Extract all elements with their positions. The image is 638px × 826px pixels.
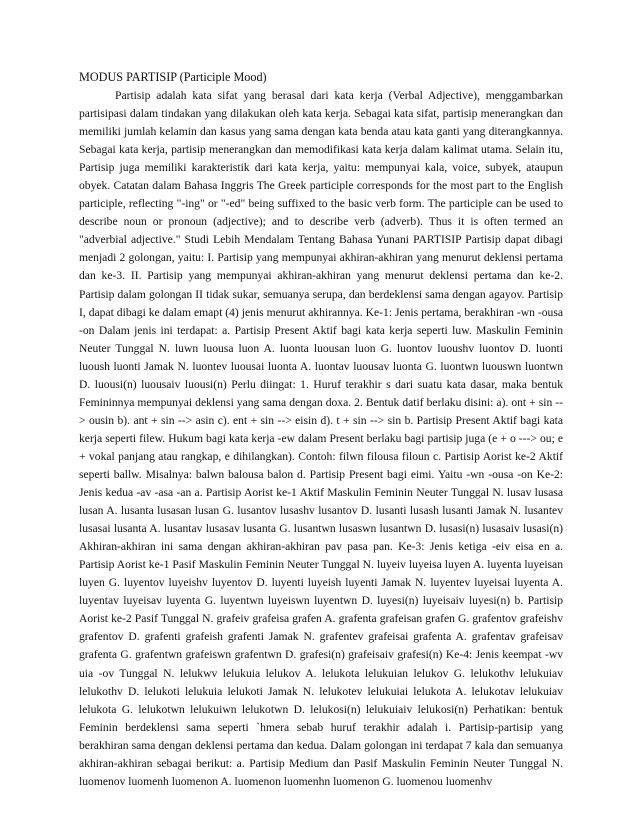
document-title: MODUS PARTISIP (Participle Mood) — [79, 70, 267, 84]
document-page — [79, 68, 563, 791]
document-body-paragraph: Partisip adalah kata sifat yang berasal dari kata kerja (Verbal Adjective), menggambarkan partisipasi dalam tindakan yang dilakukan oleh kata kerja. Sebagai kata sifat, partisip menerangkan dan memiliki jumlah kelamin dan kasus yang sama dengan kata benda atau kata ganti yang diterangkannya. Sebagai kata kerja, partisip menerangkan dan memodifikasi kata kerja dalam kalimat utama. Selain itu, Partisip juga memiliki karakteristik dari kata kerja, yaitu: mempunyai kala, voice, subyek, ataupun obyek. Catatan dalam Bahasa Inggris The Greek participle corresponds for the most part to the English participle, reflecting "-ing" or "-ed" being suffixed to the basic verb form. The participle can be used to describe noun or pronoun (adjective); and to describe verb (adverb). Thus it is often termed an "adverbial adjective." Studi Lebih Mendalam Tentang Bahasa Yunani PARTISIP Partisip dapat dibagi menjadi 2 golongan, yaitu: I. Partisip yang mempunyai akhiran-akhiran yang menurut deklensi pertama dan ke-3. II. Partisip yang mempunyai akhiran-akhiran yang menurut deklensi pertama dan ke-2. Partisip dalam golongan II tidak sukar, semuanya serupa, dan berdeklensi sama dengan agayov. Partisip I, dapat dibagi ke dalam emapt (4) jenis menurut akhirannya. Ke-1: Jenis pertama, berakhiran -wn -ousa -on Dalam jenis ini terdapat: a. Partisip Present Aktif bagi kata kerja seperti luw. Maskulin Feminin Neuter Tunggal N. luwn luousa luon A. luonta luousan luon G. luontov luoushv luontov D. luonti luoush luonti Jamak N. luontev luousai luonta A. luontav luousav luonta G. luontwn luouswn luontwn D. luousi(n) luousaiv luousi(n) Perlu diingat: 1. Huruf terakhir s dari suatu kata dasar, maka bentuk Femininnya mempunyai deklensi yang sama dengan doxa. 2. Bentuk datif berlaku disini: a). ont + sin --> ousin b). ant + sin --> asin c). ent + sin --> eisin d). t + sin --> sin b. Partisip Present Aktif bagi kata kerja seperti filew. Hukum bagi kata kerja -ew dalam Present berlaku bagi partisip juga (e + o ---> ou; e + vokal panjang atau rangkap, e dihilangkan). Contoh: filwn filousa filoun c. Partisip Aorist ke-2 Aktif seperti ballw. Misalnya: balwn balousa balon d. Partisip Present bagi eimi. Yaitu -wn -ousa -on Ke-2: Jenis kedua -av -asa -an a. Partisip Aorist ke-1 Aktif Maskulin Feminin Neuter Tunggal N. lusav lusasa lusan A. lusanta lusasan lusan G. lusantov lusashv lusantov D. lusanti lusash lusanti Jamak N. lusantev lusasai lusanta A. lusantav lusasav lusanta G. lusantwn lusaswn lusantwn D. lusasi(n) lusasaiv lusasi(n) Akhiran-akhiran ini sama dengan akhiran-akhiran pav pasa pan. Ke-3: Jenis ketiga -eiv eisa en a. Partisip Aorist ke-1 Pasif Maskulin Feminin Neuter Tunggal N. luyeiv luyeisa luyen A. luyenta luyeisan luyen G. luyentov luyeishv luyentov D. luyenti luyeish luyenti Jamak N. luyentev luyeisai luyenta A. luyentav luyeisav luyenta G. luyentwn luyeiswn luyentwn D. luyesi(n) luyeisaiv luyesi(n) b. Partisip Aorist ke-2 Pasif Tunggal N. grafeiv grafeisa grafen A. grafenta grafeisan grafen G. grafentov grafeishv grafentov D. grafenti grafeish grafenti Jamak N. grafentev grafeisai grafenta A. grafentav grafeisav grafenta G. grafentwn grafeiswn grafentwn D. grafesi(n) grafeisaiv grafesi(n) Ke-4: Jenis keempat -wv uia -ov Tunggal N. lelukwv lelukuia lelukov A. lelukota lelukuian lelukov G. lelukothv lelukuiav lelukothv D. lelukoti lelukuia lelukoti Jamak N. lelukotev lelukuiai lelukota A. lelukotav lelukuiav lelukota G. lelukotwn lelukuiwn lelukotwn D. lelukosi(n) lelukuiaiv lelukosi(n) Perhatikan: bentuk Feminin berdeklensi sama seperti `hmera sebab huruf terakhir adalah i. Partisip-partisip yang berakhiran sama dengan deklensi pertama dan kedua. Dalam golongan ini terdapat 7 kala dan semuanya akhiran-akhiran sebagai berikut: a. Partisip Medium dan Pasif Maskulin Feminin Neuter Tunggal N. luomenov luomenh luomenon A. luomenon luomenhn luomenon G. luomenou luomenhv — [79, 89, 563, 788]
